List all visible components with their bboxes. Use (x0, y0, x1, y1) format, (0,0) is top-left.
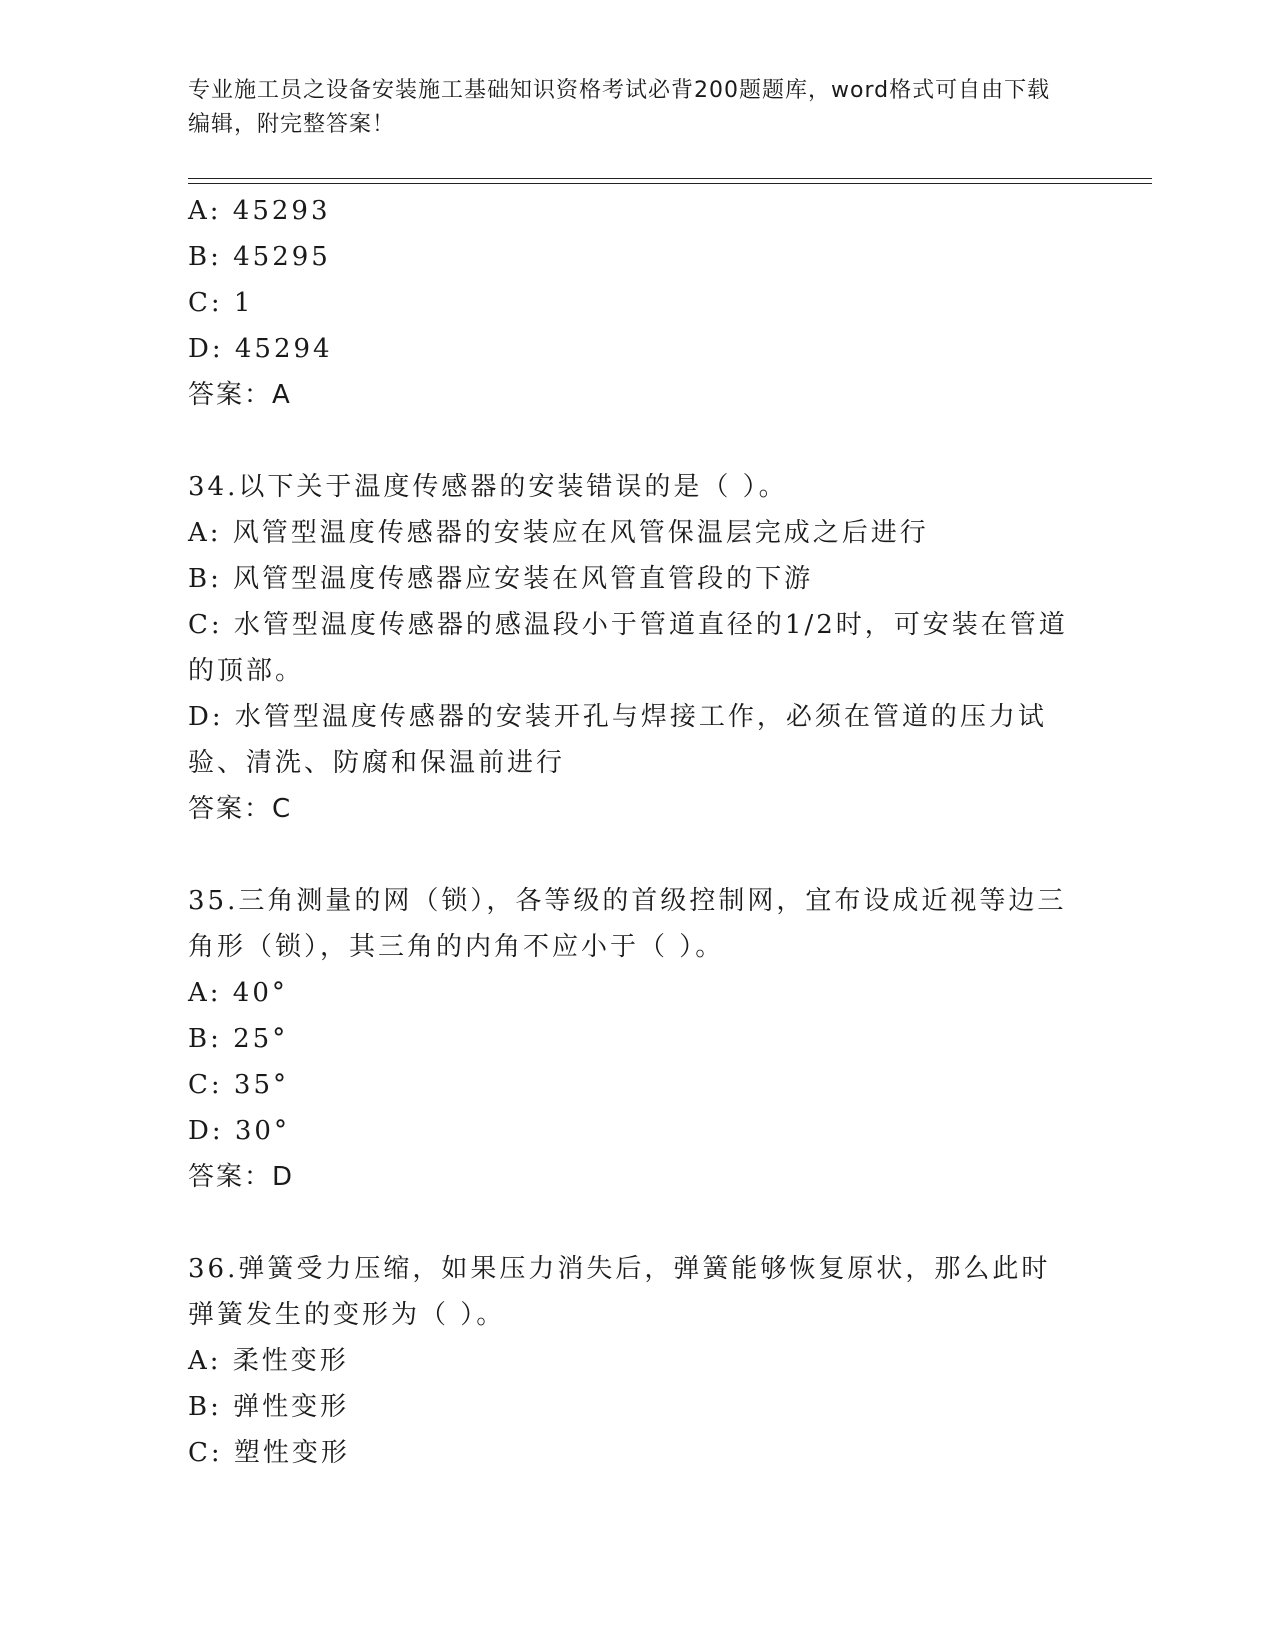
option-a: A: 风管型温度传感器的安装应在风管保温层完成之后进行 (188, 518, 929, 548)
question-content (188, 188, 1068, 1476)
header-rule-bottom (188, 183, 1152, 184)
question-35 (188, 878, 1068, 1200)
option-d: D: 30° (188, 1116, 290, 1146)
option-c: C: 塑性变形 (188, 1438, 350, 1468)
answer: 答案：A (188, 380, 292, 410)
answer: 答案：C (188, 794, 293, 824)
option-b: B: 弹性变形 (188, 1392, 350, 1422)
option-c: C: 1 (188, 288, 254, 318)
question-33 (188, 188, 1068, 418)
option-c: C: 水管型温度传感器的感温段小于管道直径的1/2时，可安装在管道的顶部。 (188, 610, 1068, 686)
answer: 答案：D (188, 1162, 295, 1192)
document-header: 专业施工员之设备安装施工基础知识资格考试必背200题题库，word格式可自由下载编辑，附完整答案！ (188, 78, 1051, 137)
option-c: C: 35° (188, 1070, 290, 1100)
question-34 (188, 464, 1068, 832)
option-b: B: 25° (188, 1024, 289, 1054)
option-a: A: 柔性变形 (188, 1346, 349, 1376)
question-title: 34.以下关于温度传感器的安装错误的是（ ）。 (188, 472, 788, 502)
option-a: A: 45293 (188, 196, 331, 226)
header-rule-top (188, 178, 1152, 179)
question-36 (188, 1246, 1068, 1476)
option-b: B: 45295 (188, 242, 331, 272)
option-d: D: 45294 (188, 334, 333, 364)
option-a: A: 40° (188, 978, 288, 1008)
option-b: B: 风管型温度传感器应安装在风管直管段的下游 (188, 564, 814, 594)
option-d: D: 水管型温度传感器的安装开孔与焊接工作，必须在管道的压力试验、清洗、防腐和保温前进行 (188, 702, 1047, 778)
question-title: 35.三角测量的网（锁），各等级的首级控制网，宜布设成近视等边三角形（锁），其三角的内角不应小于（ ）。 (188, 886, 1067, 962)
question-title: 36.弹簧受力压缩，如果压力消失后，弹簧能够恢复原状，那么此时弹簧发生的变形为（ ）。 (188, 1254, 1051, 1330)
